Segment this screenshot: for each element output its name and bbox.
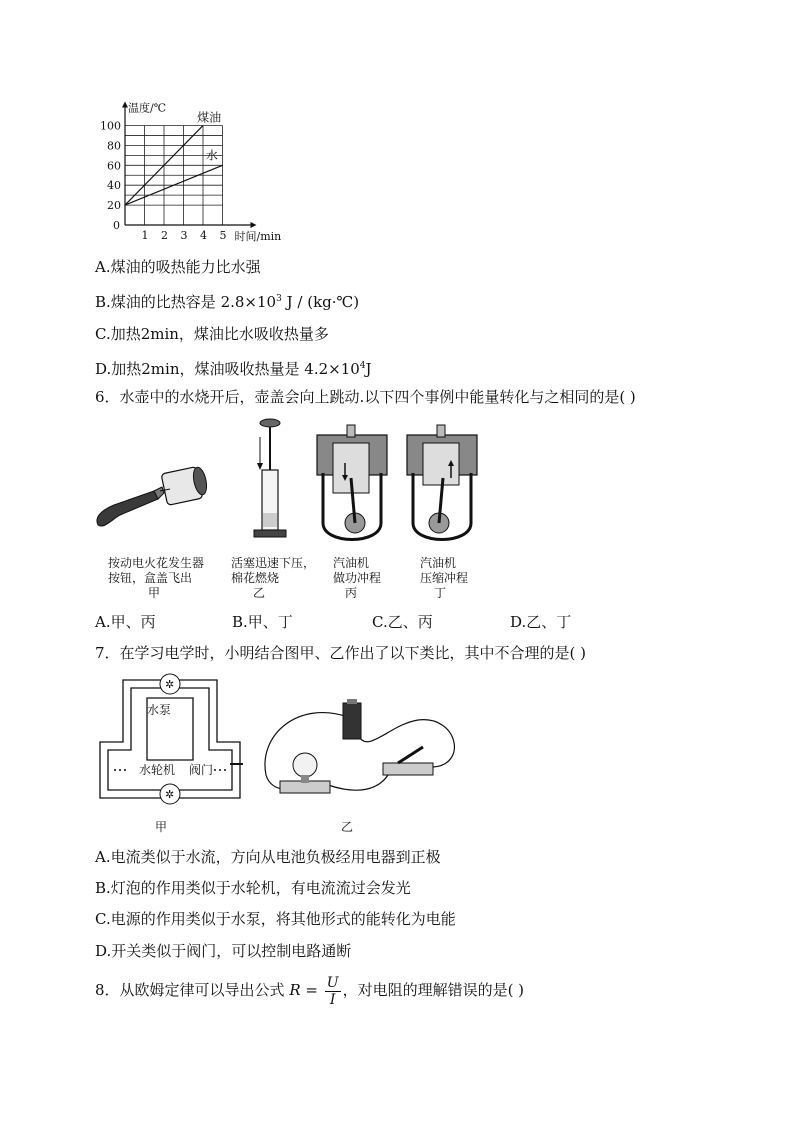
y-tick-label: 100 (100, 119, 121, 133)
q7-option-a[interactable]: A.电流类似于水流，方向从电池负极经用电器到正极 (95, 848, 441, 866)
caption-jia: 按动电火花发生器 按钮，盒盖飞出 甲 (108, 556, 205, 600)
svg-text:✲: ✲ (165, 678, 175, 691)
chart-axes (122, 102, 257, 229)
water-circuit-figure (95, 670, 245, 810)
y-tick-label: 20 (107, 199, 121, 213)
temperature-time-chart (95, 93, 295, 243)
q5-option-b-text: B.煤油的比热容是 (95, 293, 216, 311)
x-axis-label: 时间/min (234, 230, 282, 243)
q8-formula-lhs: R = (289, 981, 318, 999)
engine-power-stroke-figure (315, 423, 390, 545)
series-label-kerosene: 煤油 (197, 110, 222, 125)
q6-option-c[interactable]: C.乙、丙 (372, 613, 433, 631)
turbine-label: 水轮机 (139, 763, 176, 777)
q5-option-d[interactable] (95, 356, 372, 379)
q6-option-b[interactable]: B.甲、丁 (232, 613, 293, 631)
origin-label: 0 (113, 219, 120, 232)
q8-stem (95, 972, 524, 1008)
svg-text:✲: ✲ (165, 788, 175, 801)
x-tick-label: 5 (219, 229, 227, 242)
y-tick-label: 80 (107, 139, 121, 153)
q5-option-a[interactable]: A.煤油的吸热能力比水强 (95, 258, 261, 276)
q7-option-b[interactable]: B.灯泡的作用类似于水轮机，有电流流过会发光 (95, 879, 411, 897)
q5-option-d-value: $4.2\times 10^4J$ (304, 360, 372, 378)
x-tick-label: 3 (180, 229, 188, 242)
q6-stem: 6．水壶中的水烧开后，壶盖会向上跳动.以下四个事例中能量转化与之相同的是( ) (95, 388, 636, 406)
q5-option-d-text: D.加热2min，煤油吸收热量是 (95, 360, 300, 378)
q6-option-d[interactable]: D.乙、丁 (510, 613, 572, 631)
q7-stem: 7．在学习电学时，小明结合图甲、乙作出了以下类比，其中不合理的是( ) (95, 644, 587, 662)
electric-circuit-figure (258, 695, 463, 805)
x-tick-label: 1 (141, 229, 149, 242)
q7-option-c[interactable]: C.电源的作用类似于水泵，将其他形式的能转化为电能 (95, 910, 456, 928)
fig7-label-jia: 甲 (155, 820, 168, 834)
y-tick-label: 60 (107, 159, 121, 173)
caption-yi: 活塞迅速下压， 棉花燃烧 乙 (231, 556, 316, 600)
q8-stem-tail: ，对电阻的理解错误的是( ) (342, 981, 525, 999)
x-axis-arrow (251, 222, 257, 228)
caption-bing: 汽油机 做功冲程 丙 (333, 556, 382, 600)
q8-formula-fraction: $\frac{U}{I}$ (326, 974, 339, 1008)
pump-label: 水泵 (147, 703, 172, 717)
q5-option-b[interactable] (95, 289, 359, 312)
chart-labels (100, 101, 281, 244)
y-axis-label: 温度/℃ (128, 101, 167, 115)
q6-option-a[interactable]: A.甲、丙 (95, 613, 156, 631)
air-compression-figure (248, 415, 288, 545)
y-tick-label: 40 (107, 179, 121, 193)
caption-ding: 汽油机 压缩冲程 丁 (420, 556, 469, 600)
q7-option-d[interactable]: D.开关类似于阀门，可以控制电路通断 (95, 942, 352, 960)
q5-option-b-value: $2.8\times 10^3$ J / (kg·℃) (220, 293, 360, 311)
x-tick-label: 4 (200, 229, 207, 242)
spark-generator-figure (92, 455, 212, 535)
chart-grid (125, 126, 223, 226)
q5-option-c[interactable]: C.加热2min，煤油比水吸收热量多 (95, 325, 329, 343)
series-label-water: 水 (205, 148, 218, 163)
valve-label: 阀门 (189, 763, 214, 777)
fig7-label-yi: 乙 (341, 820, 354, 834)
q8-stem-text: 8．从欧姆定律可以导出公式 (95, 981, 285, 999)
engine-compression-stroke-figure (405, 423, 480, 545)
x-tick-label: 2 (161, 229, 168, 242)
